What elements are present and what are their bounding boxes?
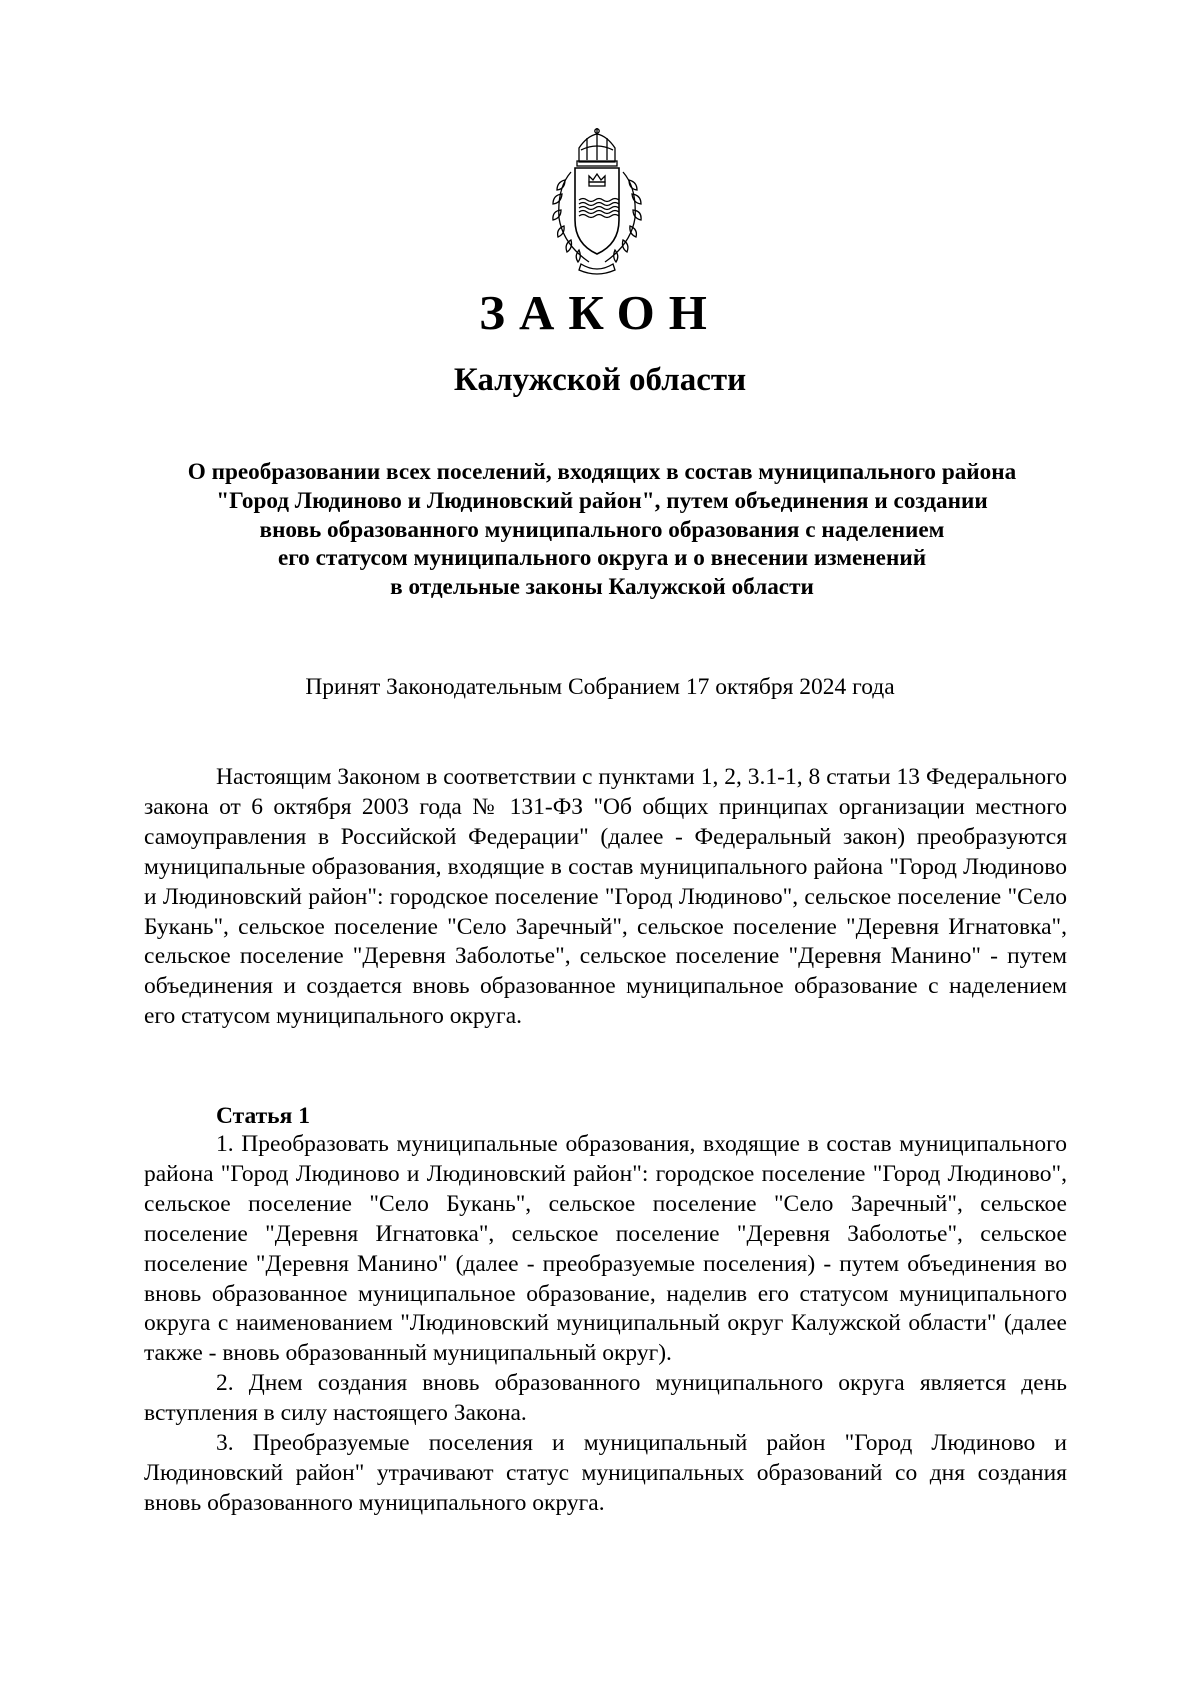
law-heading (140, 458, 1064, 602)
heading-line: в отдельные законы Калужской области (390, 574, 814, 601)
adoption-line: Принят Законодательным Собранием 17 октября 2024 года (305, 674, 895, 700)
heading-line: его статусом муниципального округа и о внесении изменений (277, 545, 927, 572)
heading-line: О преобразовании всех поселений, входящих в состав муниципального района (187, 459, 1017, 485)
article-paragraph: 2. Днем создания вновь образованного муниципального округа является день вступления в силу настоящего Закона. (144, 1370, 1067, 1427)
preamble (144, 763, 1067, 1032)
coat-of-arms-emblem (535, 128, 659, 276)
preamble-paragraph: Настоящим Законом в соответствии с пунктами 1, 2, 3.1-1, 8 статьи 13 Федерального закона от 6 октября 2003 года № 131-ФЗ "Об общих принципах организации местного самоуправления в Российской Федерации" (далее - Федеральный закон) преобразуются муниципальные образования, входящие в состав муниципального района "Город Людиново и Людиновский район": городское поселение "Город Людиново", сельское поселение "Село Букань", сельское поселение "Село Заречный", сельское поселение "Деревня Игнатовка", сельское поселение "Деревня Заболотье", сельское поселение "Деревня Манино" - путем объединения и создается вновь образованное муниципальное образование с наделением его статусом муниципального округа. (144, 764, 1067, 1030)
document-subtitle: Калужской области (453, 362, 747, 398)
heading-line: вновь образованного муниципального образования с наделением (259, 516, 945, 543)
document-title: ЗАКОН (479, 285, 721, 340)
article-1-body (144, 1130, 1067, 1519)
heading-line: "Город Людиново и Людиновский район", путем объединения и создании (216, 487, 988, 514)
article-paragraph: 1. Преобразовать муниципальные образования, входящие в состав муниципального района "Город Людиново и Людиновский район": городское поселение "Город Людиново", сельское поселение "Село Букань", сельское поселение "Село Заречный", сельское поселение "Деревня Игнатовка", сельское поселение "Деревня Заболотье", сельское поселение "Деревня Манино" (далее - преобразуемые поселения) - путем объединения во вновь образованное муниципальное образование, наделив его статусом муниципального округа с наименованием "Людиновский муниципальный округ Калужской области" (далее также - вновь образованный муниципальный округ). (144, 1131, 1067, 1367)
article-1-title: Статья 1 (216, 1103, 310, 1129)
article-paragraph: 3. Преобразуемые поселения и муниципальный район "Город Людиново и Людиновский район" утрачивают статус муниципальных образований со дня создания вновь образованного муниципального округа. (144, 1430, 1067, 1516)
